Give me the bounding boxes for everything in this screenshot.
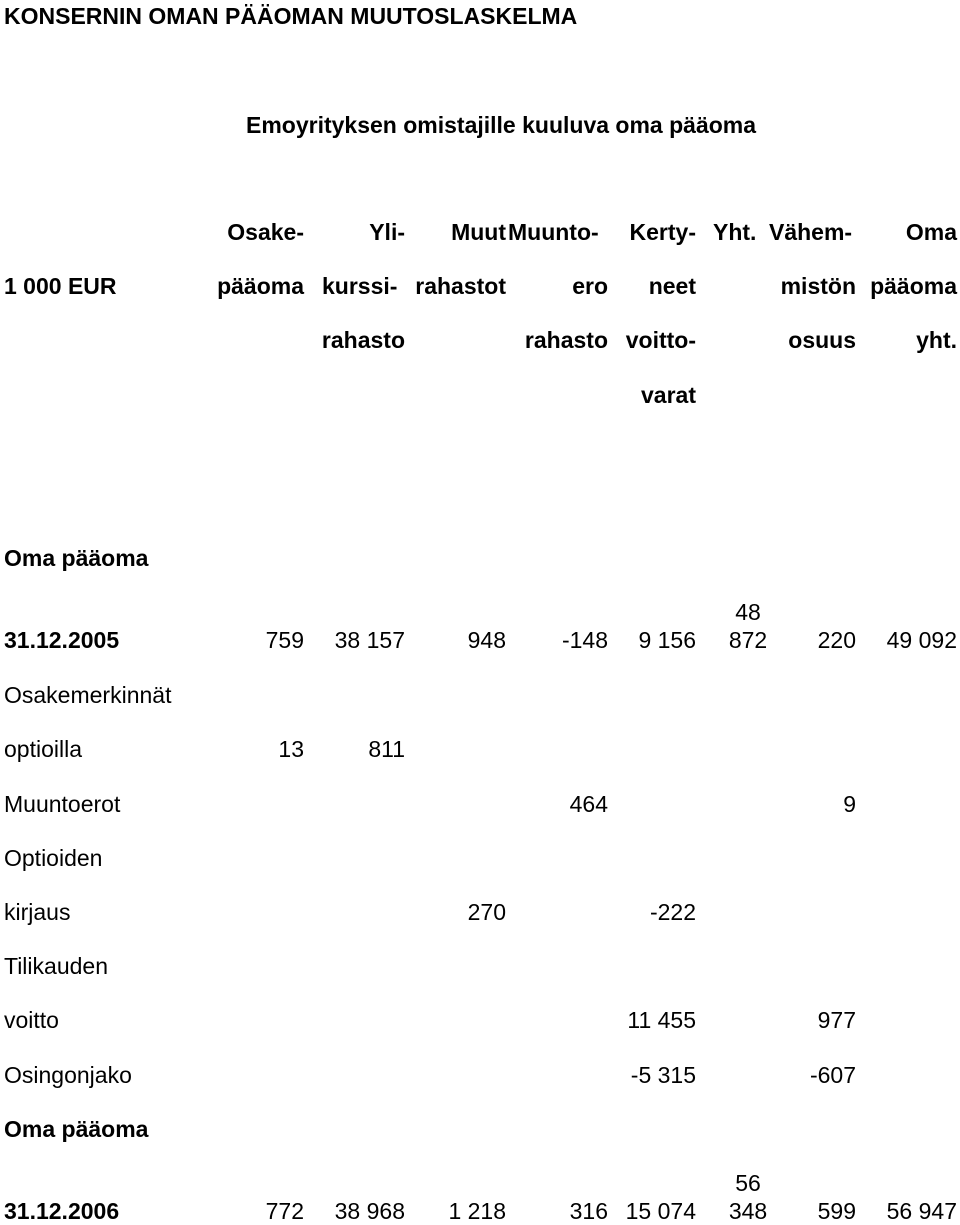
cell-vahem: -607 [809, 1062, 856, 1088]
section-label-2005: Oma pääoma [4, 545, 149, 571]
cell-yli: 38 968 [334, 1198, 405, 1224]
header-oma-3: yht. [916, 327, 957, 353]
cell-osake: 759 [265, 627, 304, 653]
cell-osake: 13 [278, 736, 304, 762]
row-label: Muuntoerot [4, 791, 121, 817]
header-oma-1: Oma [905, 219, 957, 245]
header-vahem-2: mistön [780, 273, 856, 299]
cell-kerty: -222 [649, 899, 696, 925]
header-muunto-1: Muunto- [508, 219, 599, 245]
cell-osake: 772 [265, 1198, 304, 1224]
header-kerty-1: Kerty- [629, 219, 696, 245]
cell-yht-top: 48 [735, 599, 761, 625]
row-label: 31.12.2006 [4, 1198, 120, 1224]
cell-vahem: 599 [817, 1198, 856, 1224]
header-yli-1: Yli- [369, 219, 405, 245]
section-label-2006: Oma pääoma [4, 1116, 149, 1142]
header-muunto-2: ero [572, 273, 608, 299]
header-kerty-3: voitto- [625, 327, 696, 353]
header-kerty-4: varat [641, 382, 696, 408]
cell-kerty: 15 074 [625, 1198, 696, 1224]
unit-label: 1 000 EUR [4, 273, 117, 299]
cell-muunto: 464 [569, 791, 608, 817]
header-osake-2: pääoma [217, 273, 304, 299]
row-label-2: kirjaus [4, 899, 71, 925]
row-label-2: voitto [4, 1007, 59, 1033]
header-muut-2: rahastot [415, 273, 506, 299]
header-kerty-2: neet [648, 273, 696, 299]
row-label: 31.12.2005 [4, 627, 120, 653]
cell-kerty: 9 156 [638, 627, 696, 653]
row-label-1: Optioiden [4, 845, 103, 871]
header-muunto-3: rahasto [524, 327, 608, 353]
cell-kerty: 11 455 [627, 1007, 696, 1033]
cell-muunto: 316 [569, 1198, 608, 1224]
header-osake-1: Osake- [227, 219, 304, 245]
header-muut-1: Muut [451, 219, 506, 245]
row-label: Osingonjako [4, 1062, 132, 1088]
table-subtitle: Emoyrityksen omistajille kuuluva oma pääoma [246, 112, 757, 138]
header-yli-2: kurssi- [322, 273, 398, 299]
cell-oma: 56 947 [886, 1198, 957, 1224]
cell-vahem: 9 [843, 791, 856, 817]
cell-muut: 948 [467, 627, 506, 653]
row-label-2: optioilla [4, 736, 82, 762]
header-oma-2: pääoma [870, 273, 957, 299]
header-yli-3: rahasto [321, 327, 405, 353]
cell-yht-bottom: 872 [728, 627, 768, 653]
cell-muunto: -148 [561, 627, 608, 653]
header-yht: Yht. [713, 219, 757, 245]
header-vahem-3: osuus [788, 327, 856, 353]
cell-yli: 811 [368, 736, 405, 762]
cell-yht-top: 56 [735, 1170, 761, 1196]
cell-yli: 38 157 [334, 627, 405, 653]
cell-oma: 49 092 [886, 627, 957, 653]
cell-vahem: 220 [817, 627, 856, 653]
header-vahem-1: Vähem- [769, 219, 853, 245]
cell-yht-bottom: 348 [728, 1198, 768, 1224]
page-title: KONSERNIN OMAN PÄÄOMAN MUUTOSLASKELMA [4, 3, 578, 29]
cell-muut: 1 218 [448, 1198, 506, 1224]
row-label-1: Osakemerkinnät [4, 682, 172, 708]
cell-kerty: -5 315 [630, 1062, 696, 1088]
row-label-1: Tilikauden [4, 953, 108, 979]
cell-muut: 270 [467, 899, 506, 925]
cell-vahem: 977 [817, 1007, 856, 1033]
